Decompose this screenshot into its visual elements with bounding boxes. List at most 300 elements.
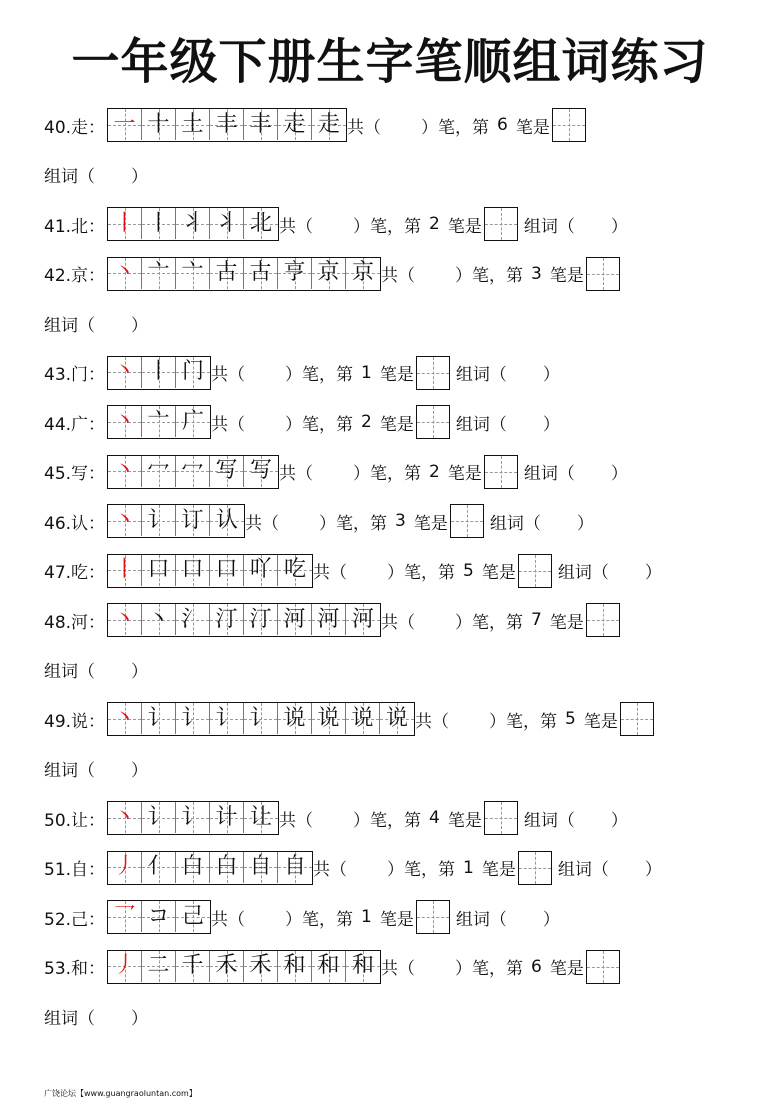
stroke-glyph: 氵 bbox=[181, 606, 204, 632]
stroke-glyph: 河 bbox=[352, 606, 375, 632]
stroke-order-grid bbox=[107, 801, 279, 835]
stroke-cell bbox=[244, 604, 278, 635]
stroke-total-label: 共（ bbox=[313, 563, 348, 583]
stroke-glyph: コ bbox=[147, 903, 170, 929]
stroke-glyph: 丶 bbox=[113, 804, 136, 830]
answer-box[interactable] bbox=[586, 950, 620, 984]
stroke-glyph: 说 bbox=[317, 705, 340, 731]
nth-stroke-number: 1 bbox=[463, 857, 474, 878]
stroke-glyph: 口 bbox=[215, 557, 238, 582]
stroke-cell bbox=[142, 555, 176, 586]
stroke-is-label: 笔是 bbox=[379, 414, 414, 435]
stroke-glyph: 和 bbox=[352, 953, 375, 978]
item-number: 43.门： bbox=[44, 365, 106, 385]
nth-stroke-number: 6 bbox=[497, 115, 508, 135]
stroke-cell bbox=[312, 703, 346, 734]
nth-stroke-label: ）笔，第 bbox=[285, 365, 354, 385]
stroke-cell bbox=[176, 703, 210, 734]
nth-stroke-number: 6 bbox=[531, 956, 542, 977]
stroke-glyph: 说 bbox=[386, 705, 409, 731]
item-number: 41.北： bbox=[44, 216, 106, 237]
stroke-cell bbox=[210, 703, 244, 734]
stroke-cell bbox=[142, 703, 176, 734]
zuci-label: 组词（ bbox=[455, 909, 507, 930]
stroke-cell bbox=[108, 604, 142, 635]
stroke-cell bbox=[108, 357, 142, 388]
stroke-cell bbox=[244, 555, 278, 586]
stroke-cell bbox=[210, 555, 244, 586]
stroke-cell bbox=[142, 604, 176, 635]
item-number: 53.和： bbox=[44, 959, 106, 979]
stroke-is-label: 笔是 bbox=[447, 464, 482, 484]
stroke-glyph: 自 bbox=[249, 854, 272, 879]
stroke-order-grid bbox=[107, 554, 313, 588]
stroke-glyph: 十 bbox=[147, 111, 170, 137]
stroke-glyph: 和 bbox=[317, 953, 340, 978]
stroke-is-label: 笔是 bbox=[447, 810, 482, 831]
stroke-glyph: 丶 bbox=[113, 408, 136, 434]
stroke-glyph: 写 bbox=[215, 458, 238, 483]
item-number: 42.京： bbox=[44, 266, 106, 286]
stroke-glyph: 写 bbox=[250, 458, 273, 483]
stroke-cell bbox=[176, 406, 210, 437]
stroke-glyph: 丬 bbox=[215, 210, 238, 236]
stroke-cell bbox=[108, 456, 142, 487]
stroke-glyph: 古 bbox=[215, 260, 238, 285]
stroke-is-label: 笔是 bbox=[379, 909, 414, 930]
nth-stroke-label: ）笔，第 bbox=[489, 711, 558, 732]
stroke-glyph: 丶 bbox=[113, 507, 136, 533]
stroke-cell bbox=[210, 505, 244, 536]
zuci-close: ） bbox=[131, 1008, 148, 1029]
stroke-glyph: 禾 bbox=[249, 953, 272, 978]
stroke-glyph: 走 bbox=[283, 111, 306, 137]
nth-stroke-number: 5 bbox=[463, 560, 474, 581]
zuci-label: 组词（ bbox=[44, 315, 95, 336]
answer-box[interactable] bbox=[484, 801, 518, 835]
exercise-row bbox=[44, 107, 586, 143]
stroke-glyph: 说 bbox=[351, 705, 374, 731]
zuci-label: 组词（ bbox=[557, 860, 609, 880]
stroke-cell bbox=[176, 852, 210, 883]
stroke-glyph: 丰 bbox=[249, 111, 272, 137]
nth-stroke-number: 1 bbox=[361, 907, 372, 927]
stroke-cell bbox=[346, 258, 380, 289]
stroke-cell bbox=[346, 703, 380, 734]
stroke-glyph: 己 bbox=[182, 903, 205, 929]
zuci-row bbox=[44, 157, 148, 193]
zuci-close: ） bbox=[644, 860, 662, 880]
stroke-cell bbox=[176, 604, 210, 635]
exercise-row bbox=[44, 701, 654, 737]
zuci-label: 组词（ bbox=[455, 414, 507, 435]
nth-stroke-label: ）笔，第 bbox=[285, 414, 354, 435]
stroke-cell bbox=[244, 456, 278, 487]
stroke-glyph: 广 bbox=[182, 408, 205, 434]
stroke-glyph: 吖 bbox=[249, 557, 272, 582]
stroke-is-label: 笔是 bbox=[481, 563, 516, 583]
stroke-order-grid bbox=[107, 702, 415, 736]
stroke-order-grid bbox=[107, 108, 347, 142]
nth-stroke-number: 5 bbox=[565, 709, 576, 729]
zuci-label: 组词（ bbox=[44, 761, 95, 781]
stroke-order-grid bbox=[107, 900, 211, 934]
zuci-label: 组词（ bbox=[44, 167, 95, 187]
stroke-cell bbox=[312, 258, 346, 289]
nth-stroke-number: 3 bbox=[395, 511, 406, 531]
answer-box[interactable] bbox=[450, 504, 484, 538]
stroke-cell bbox=[108, 109, 142, 140]
stroke-order-grid bbox=[107, 455, 279, 489]
exercise-row bbox=[44, 256, 620, 292]
stroke-order-grid bbox=[107, 257, 381, 291]
stroke-glyph: 丰 bbox=[215, 111, 238, 137]
item-number: 51.自： bbox=[44, 860, 106, 880]
stroke-cell bbox=[142, 951, 176, 982]
stroke-order-grid bbox=[107, 851, 313, 885]
exercise-row bbox=[44, 404, 560, 440]
stroke-cell bbox=[108, 258, 142, 289]
nth-stroke-number: 4 bbox=[429, 808, 440, 828]
zuci-close: ） bbox=[131, 167, 148, 187]
answer-box[interactable] bbox=[416, 356, 450, 390]
stroke-cell bbox=[142, 852, 176, 883]
answer-box[interactable] bbox=[586, 257, 620, 291]
stroke-is-label: 笔是 bbox=[515, 117, 550, 138]
stroke-cell bbox=[142, 802, 176, 833]
nth-stroke-label: ）笔，第 bbox=[455, 959, 524, 979]
stroke-glyph: 亻 bbox=[147, 854, 170, 879]
stroke-cell bbox=[210, 208, 244, 239]
nth-stroke-number: 1 bbox=[361, 362, 372, 383]
nth-stroke-number: 2 bbox=[429, 214, 440, 234]
stroke-is-label: 笔是 bbox=[549, 266, 584, 286]
zuci-label: 组词（ bbox=[489, 513, 541, 534]
nth-stroke-label: ）笔，第 bbox=[353, 810, 422, 831]
stroke-cell bbox=[312, 951, 346, 982]
exercise-row bbox=[44, 503, 594, 539]
stroke-cell bbox=[142, 357, 176, 388]
stroke-cell bbox=[142, 901, 176, 932]
stroke-cell bbox=[346, 604, 380, 635]
zuci-close: ） bbox=[610, 464, 628, 484]
exercise-row bbox=[44, 355, 560, 391]
stroke-cell bbox=[108, 852, 142, 883]
stroke-is-label: 笔是 bbox=[549, 959, 584, 979]
answer-box[interactable] bbox=[416, 405, 450, 439]
stroke-glyph: 门 bbox=[182, 359, 205, 384]
answer-box[interactable] bbox=[484, 207, 518, 241]
stroke-glyph: 千 bbox=[181, 953, 204, 978]
stroke-is-label: 笔是 bbox=[481, 860, 516, 880]
zuci-row bbox=[44, 751, 148, 787]
stroke-cell bbox=[278, 258, 312, 289]
stroke-total-label: 共（ bbox=[381, 266, 416, 286]
stroke-glyph: 丶 bbox=[113, 458, 136, 483]
zuci-close: ） bbox=[131, 662, 148, 682]
stroke-cell bbox=[176, 802, 210, 833]
exercise-row bbox=[44, 553, 662, 589]
stroke-cell bbox=[108, 406, 142, 437]
zuci-close: ） bbox=[131, 315, 148, 336]
stroke-cell bbox=[210, 951, 244, 982]
stroke-total-label: 共（ bbox=[279, 216, 314, 237]
footer-source: 广饶论坛【www.guangraoluntan.com】 bbox=[44, 1089, 197, 1098]
stroke-cell bbox=[108, 505, 142, 536]
stroke-cell bbox=[244, 703, 278, 734]
nth-stroke-label: ）笔，第 bbox=[455, 612, 524, 633]
item-number: 52.己： bbox=[44, 909, 106, 930]
stroke-glyph: 丬 bbox=[181, 210, 204, 236]
stroke-order-grid bbox=[107, 950, 381, 984]
stroke-cell bbox=[142, 208, 176, 239]
stroke-cell bbox=[176, 951, 210, 982]
stroke-cell bbox=[176, 258, 210, 289]
stroke-is-label: 笔是 bbox=[583, 711, 618, 732]
stroke-glyph: 和 bbox=[283, 953, 306, 978]
exercise-row bbox=[44, 850, 662, 886]
stroke-glyph: 冖 bbox=[147, 458, 170, 483]
stroke-cell bbox=[278, 109, 312, 140]
stroke-cell bbox=[108, 208, 142, 239]
stroke-is-label: 笔是 bbox=[379, 365, 414, 385]
stroke-glyph: 丨 bbox=[113, 557, 136, 582]
zuci-label: 组词（ bbox=[44, 1008, 95, 1029]
stroke-cell bbox=[244, 802, 278, 833]
zuci-close: ） bbox=[644, 563, 662, 583]
stroke-glyph: 丶 bbox=[113, 705, 136, 731]
stroke-cell bbox=[312, 109, 346, 140]
stroke-is-label: 笔是 bbox=[447, 216, 482, 237]
stroke-glyph: 河 bbox=[283, 606, 306, 632]
stroke-cell bbox=[108, 703, 142, 734]
exercise-row bbox=[44, 206, 628, 242]
stroke-cell bbox=[312, 604, 346, 635]
stroke-glyph: 亨 bbox=[283, 260, 306, 285]
stroke-glyph: 一 bbox=[113, 111, 136, 137]
answer-box[interactable] bbox=[484, 455, 518, 489]
zuci-label: 组词（ bbox=[44, 662, 95, 682]
item-number: 40.走： bbox=[44, 117, 106, 138]
stroke-order-grid bbox=[107, 504, 245, 538]
page-title: 一年级下册生字笔顺组词练习 bbox=[71, 34, 709, 90]
stroke-cell bbox=[346, 951, 380, 982]
nth-stroke-number: 2 bbox=[429, 461, 440, 482]
nth-stroke-label: ）笔，第 bbox=[285, 909, 354, 930]
stroke-order-grid bbox=[107, 207, 279, 241]
nth-stroke-label: ）笔，第 bbox=[421, 117, 490, 138]
stroke-glyph: 讠 bbox=[147, 804, 170, 830]
item-number: 50.让： bbox=[44, 810, 106, 831]
nth-stroke-number: 7 bbox=[531, 610, 542, 630]
stroke-cell bbox=[210, 604, 244, 635]
stroke-cell bbox=[244, 852, 278, 883]
stroke-glyph: 丿 bbox=[113, 854, 136, 879]
item-number: 49.说： bbox=[44, 711, 106, 732]
stroke-cell bbox=[108, 951, 142, 982]
stroke-glyph: 计 bbox=[215, 804, 238, 830]
exercise-row bbox=[44, 454, 628, 490]
stroke-order-grid bbox=[107, 405, 211, 439]
stroke-glyph: 口 bbox=[181, 557, 204, 582]
exercise-row bbox=[44, 949, 620, 985]
nth-stroke-label: ）笔，第 bbox=[387, 860, 456, 880]
stroke-order-grid bbox=[107, 603, 381, 637]
stroke-cell bbox=[278, 555, 312, 586]
exercise-row bbox=[44, 899, 560, 935]
stroke-glyph: 丨 bbox=[147, 210, 170, 236]
stroke-glyph: 北 bbox=[250, 210, 273, 236]
stroke-cell bbox=[244, 109, 278, 140]
answer-box[interactable] bbox=[416, 900, 450, 934]
nth-stroke-label: ）笔，第 bbox=[353, 216, 422, 237]
zuci-close: ） bbox=[610, 810, 628, 831]
stroke-cell bbox=[176, 357, 210, 388]
stroke-total-label: 共（ bbox=[211, 365, 246, 385]
item-number: 48.河： bbox=[44, 612, 106, 633]
zuci-close: ） bbox=[131, 761, 148, 781]
stroke-glyph: 丨 bbox=[113, 210, 136, 236]
zuci-close: ） bbox=[610, 216, 628, 237]
stroke-glyph: 乛 bbox=[113, 903, 136, 929]
nth-stroke-number: 3 bbox=[531, 263, 542, 284]
nth-stroke-label: ）笔，第 bbox=[455, 266, 524, 286]
stroke-glyph: 走 bbox=[318, 111, 341, 137]
zuci-close: ） bbox=[542, 414, 560, 435]
nth-stroke-label: ）笔，第 bbox=[319, 513, 388, 534]
stroke-glyph: 讠 bbox=[147, 705, 170, 731]
stroke-glyph: 讠 bbox=[181, 705, 204, 731]
stroke-glyph: 亠 bbox=[147, 408, 170, 434]
nth-stroke-label: ）笔，第 bbox=[387, 563, 456, 583]
stroke-glyph: 吃 bbox=[284, 557, 307, 582]
nth-stroke-number: 2 bbox=[361, 412, 372, 432]
stroke-cell bbox=[142, 406, 176, 437]
answer-box[interactable] bbox=[518, 554, 552, 588]
stroke-cell bbox=[142, 505, 176, 536]
stroke-glyph: 白 bbox=[181, 854, 204, 879]
stroke-total-label: 共（ bbox=[279, 464, 314, 484]
zuci-close: ） bbox=[576, 513, 594, 534]
item-number: 47.吃： bbox=[44, 563, 106, 583]
stroke-cell bbox=[380, 703, 414, 734]
item-number: 46.认： bbox=[44, 513, 106, 534]
exercise-row bbox=[44, 602, 620, 638]
answer-box[interactable] bbox=[586, 603, 620, 637]
stroke-glyph: 认 bbox=[216, 507, 239, 533]
zuci-label: 组词（ bbox=[523, 216, 575, 237]
stroke-cell bbox=[244, 951, 278, 982]
stroke-cell bbox=[210, 109, 244, 140]
stroke-glyph: 白 bbox=[215, 854, 238, 879]
stroke-glyph: 丶 bbox=[113, 260, 136, 285]
stroke-glyph: 京 bbox=[352, 260, 375, 285]
stroke-total-label: 共（ bbox=[211, 909, 246, 930]
zuci-row bbox=[44, 998, 148, 1034]
stroke-glyph: 禾 bbox=[215, 953, 238, 978]
stroke-glyph: 古 bbox=[249, 260, 272, 285]
nth-stroke-label: ）笔，第 bbox=[353, 464, 422, 484]
stroke-glyph: 京 bbox=[317, 260, 340, 285]
exercise-row bbox=[44, 800, 628, 836]
stroke-glyph: 土 bbox=[181, 111, 204, 137]
stroke-total-label: 共（ bbox=[245, 513, 280, 534]
stroke-cell bbox=[108, 555, 142, 586]
zuci-close: ） bbox=[542, 909, 560, 930]
zuci-row bbox=[44, 305, 148, 341]
stroke-cell bbox=[108, 802, 142, 833]
stroke-cell bbox=[210, 258, 244, 289]
stroke-glyph: 口 bbox=[147, 557, 170, 582]
stroke-cell bbox=[108, 901, 142, 932]
stroke-glyph: 讠 bbox=[181, 804, 204, 830]
stroke-glyph: 丨 bbox=[147, 359, 170, 384]
stroke-glyph: 说 bbox=[283, 705, 306, 731]
stroke-cell bbox=[176, 456, 210, 487]
stroke-total-label: 共（ bbox=[381, 959, 416, 979]
stroke-total-label: 共（ bbox=[381, 612, 416, 633]
item-number: 44.广： bbox=[44, 414, 106, 435]
stroke-total-label: 共（ bbox=[279, 810, 314, 831]
stroke-glyph: 自 bbox=[284, 854, 307, 879]
answer-box[interactable] bbox=[552, 108, 586, 142]
stroke-glyph: 讠 bbox=[147, 507, 170, 533]
zuci-label: 组词（ bbox=[557, 563, 609, 583]
stroke-cell bbox=[278, 852, 312, 883]
stroke-glyph: 汀 bbox=[215, 606, 238, 632]
item-number: 45.写： bbox=[44, 464, 106, 484]
stroke-cell bbox=[176, 208, 210, 239]
stroke-cell bbox=[142, 258, 176, 289]
stroke-glyph: 丶 bbox=[113, 606, 136, 632]
zuci-label: 组词（ bbox=[523, 464, 575, 484]
stroke-glyph: 丶 bbox=[113, 359, 136, 384]
stroke-glyph: 亠 bbox=[181, 260, 204, 285]
stroke-cell bbox=[142, 109, 176, 140]
stroke-glyph: 丶 bbox=[147, 606, 170, 632]
stroke-glyph: 汀 bbox=[249, 606, 272, 632]
stroke-cell bbox=[278, 951, 312, 982]
stroke-cell bbox=[244, 258, 278, 289]
zuci-label: 组词（ bbox=[455, 365, 507, 385]
stroke-cell bbox=[176, 109, 210, 140]
stroke-glyph: 亠 bbox=[147, 260, 170, 285]
stroke-is-label: 笔是 bbox=[549, 612, 584, 633]
answer-box[interactable] bbox=[518, 851, 552, 885]
stroke-total-label: 共（ bbox=[313, 860, 348, 880]
stroke-cell bbox=[176, 555, 210, 586]
stroke-total-label: 共（ bbox=[211, 414, 246, 435]
stroke-cell bbox=[210, 802, 244, 833]
stroke-total-label: 共（ bbox=[347, 117, 382, 138]
stroke-cell bbox=[210, 852, 244, 883]
stroke-total-label: 共（ bbox=[415, 711, 450, 732]
stroke-cell bbox=[278, 604, 312, 635]
answer-box[interactable] bbox=[620, 702, 654, 736]
stroke-order-grid bbox=[107, 356, 211, 390]
stroke-glyph: 讠 bbox=[215, 705, 238, 731]
stroke-glyph: 二 bbox=[147, 953, 170, 978]
stroke-cell bbox=[210, 456, 244, 487]
stroke-glyph: 讠 bbox=[249, 705, 272, 731]
stroke-glyph: 订 bbox=[181, 507, 204, 533]
zuci-label: 组词（ bbox=[523, 810, 575, 831]
stroke-glyph: 河 bbox=[317, 606, 340, 632]
zuci-close: ） bbox=[542, 365, 560, 385]
stroke-is-label: 笔是 bbox=[413, 513, 448, 534]
stroke-cell bbox=[176, 901, 210, 932]
stroke-cell bbox=[176, 505, 210, 536]
